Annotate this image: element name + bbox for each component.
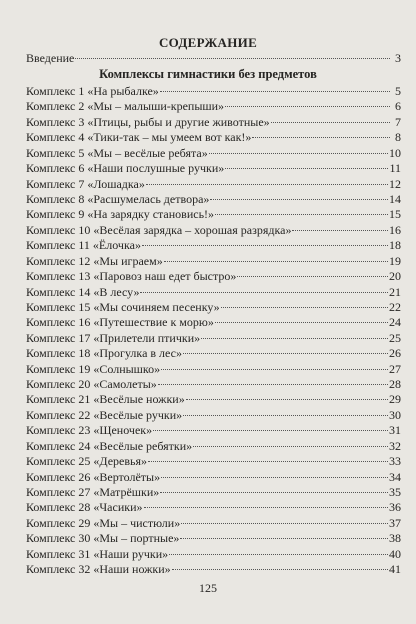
toc-entry [26,346,401,361]
dot-leader [161,369,388,370]
toc-entry [26,300,401,315]
toc-entry [26,516,401,531]
toc-entry-label: Комплекс 26 «Вертолёты» [26,469,161,484]
dot-leader [161,477,388,478]
toc-entry-label: Комплекс 12 «Мы играем» [26,253,163,268]
toc-entry-page: 25 [389,330,401,345]
toc-entry-label: Комплекс 14 «В лесу» [26,284,140,299]
toc-entry-page: 37 [389,515,401,530]
dot-leader [181,523,388,524]
toc-entry [26,392,401,407]
toc-entry [26,177,401,192]
dot-leader [209,153,388,154]
toc-entry-page: 18 [389,238,401,253]
dot-leader [75,58,390,59]
page-title: СОДЕРЖАНИЕ [158,35,258,50]
toc-entry-label: Комплекс 29 «Мы – чистюли» [26,515,181,530]
toc-entry-label: Комплекс 15 «Мы сочиняем песенку» [26,299,220,314]
dot-leader [142,245,388,246]
toc-entry-label: Комплекс 5 «Мы – весёлые ребята» [26,145,208,160]
toc-entry-page: 28 [389,377,401,391]
toc-entry-label: Комплекс 2 «Мы – малыши-крепыши» [26,99,225,114]
toc-entry [26,285,401,300]
dot-leader [144,507,389,508]
dot-leader [183,415,388,416]
toc-entry-page: 41 [389,562,401,576]
toc-entry-page: 20 [389,269,401,283]
toc-entry-page: 33 [389,454,401,469]
toc-entry [26,130,401,145]
toc-entry-page: 10 [389,145,401,160]
toc-entry [26,161,401,176]
toc-entry-page: 22 [389,299,401,314]
dot-leader [221,307,388,308]
section-title: Комплексы гимнастики без предметов [99,67,317,81]
dot-leader [172,569,388,570]
toc-entry-label: Комплекс 9 «На зарядку становись!» [26,207,215,222]
toc-entry-page: 40 [389,546,401,561]
dot-leader [225,168,388,169]
dot-leader [148,461,388,462]
dot-leader [237,276,388,277]
toc-entry [26,254,401,269]
toc-entry-label: Комплекс 24 «Весёлые ребятки» [26,438,193,453]
toc-entry [26,547,401,562]
dot-leader [225,106,390,107]
toc-entry-label: Комплекс 1 «На рыбалке» [26,84,159,98]
toc-entry [26,238,401,253]
toc-entry-label: Комплекс 25 «Деревья» [26,454,148,469]
dot-leader [186,399,388,400]
toc-entry-label: Комплекс 20 «Самолеты» [26,377,157,391]
dot-leader [180,538,388,539]
toc-entry [26,146,401,161]
toc-entry-page: 11 [389,161,401,176]
toc-entry-label: Комплекс 4 «Тики-так – мы умеем вот как!» [26,130,252,145]
dot-leader [169,554,388,555]
toc-entry [26,207,401,222]
toc-entry-page: 14 [389,191,401,206]
toc-entry-page: 31 [389,423,401,438]
toc-entry-page: 15 [389,207,401,222]
toc-entry-page: 16 [389,222,401,237]
toc-entry [26,500,401,515]
toc-entry-label: Комплекс 11 «Ёлочка» [26,238,141,253]
dot-leader [292,230,388,231]
dot-leader [193,446,388,447]
toc-entry [26,331,401,346]
toc-entry-page: 26 [389,346,401,361]
toc-entry-page: 34 [389,469,401,484]
toc-entry-label: Комплекс 31 «Наши ручки» [26,546,169,561]
toc-entry [26,115,401,130]
toc-entry-label: Комплекс 8 «Расшумелась детвора» [26,191,210,206]
toc-entry [26,454,401,469]
toc-entry-label: Комплекс 3 «Птицы, рыбы и другие животные» [26,114,270,129]
toc-entry [26,99,401,114]
toc-entry-label: Комплекс 32 «Наши ножки» [26,562,171,576]
dot-leader [158,384,388,385]
toc-entry [26,223,401,238]
dot-leader [252,137,390,138]
toc-entry-page: 12 [389,176,401,191]
toc-entry-page: 7 [395,114,401,129]
toc-entry [26,562,401,577]
dot-leader [160,91,390,92]
toc-entry-page: 36 [389,500,401,515]
toc-entry-label: Комплекс 30 «Мы – портные» [26,531,180,546]
toc-entry-label: Комплекс 17 «Прилетели птички» [26,330,201,345]
toc-entry-page: 30 [389,407,401,422]
dot-leader [164,261,388,262]
dot-leader [215,322,388,323]
toc-entry [26,439,401,454]
toc-entry-page: 8 [395,130,401,145]
toc-entry-label: Комплекс 28 «Часики» [26,500,143,515]
toc-entry-page: 27 [389,361,401,376]
toc-entry-label: Комплекс 16 «Путешествие к морю» [26,315,214,330]
toc-entry-label: Комплекс 6 «Наши послушные ручки» [26,161,225,176]
toc-entry-page: 38 [389,531,401,546]
dot-leader [210,199,388,200]
toc-entry-page: 5 [395,84,401,98]
toc-entry-label: Комплекс 23 «Щеночек» [26,423,153,438]
toc-entry-page: 6 [395,99,401,114]
toc-entry-page: 3 [395,51,401,65]
dot-leader [201,338,388,339]
dot-leader [146,184,388,185]
dot-leader [153,430,388,431]
dot-leader [271,122,390,123]
dot-leader [215,214,388,215]
toc-entry [26,485,401,500]
toc-entry [26,315,401,330]
toc-entry-label: Комплекс 27 «Матрёшки» [26,484,160,499]
toc-entry [26,531,401,546]
toc-entry-label: Комплекс 13 «Паровоз наш едет быстро» [26,269,237,283]
toc-entry-label: Комплекс 18 «Прогулка в лес» [26,346,182,361]
toc-entry-label: Комплекс 22 «Весёлые ручки» [26,407,183,422]
toc-entry [26,470,401,485]
toc-entry-page: 35 [389,484,401,499]
toc-entry-page: 32 [389,438,401,453]
toc-entry [26,362,401,377]
toc-entry-page: 21 [389,284,401,299]
toc-entry-page: 29 [389,392,401,407]
toc-entry [26,377,401,392]
dot-leader [160,492,388,493]
page-number: 125 [199,581,217,595]
toc-entry [26,408,401,423]
toc-entry [26,84,401,99]
toc-entry-page: 19 [389,253,401,268]
toc-entry-label: Введение [26,51,75,65]
toc-entry-label: Комплекс 7 «Лошадка» [26,176,145,191]
toc-entry-label: Комплекс 19 «Солнышко» [26,361,161,376]
toc-entry-intro [26,51,401,66]
toc-entry-label: Комплекс 10 «Весёлая зарядка – хорошая разрядка» [26,222,292,237]
toc-entry [26,192,401,207]
toc-entry [26,269,401,284]
toc-entry-page: 24 [389,315,401,330]
toc-entry [26,423,401,438]
dot-leader [183,353,388,354]
dot-leader [140,292,388,293]
toc-entry-label: Комплекс 21 «Весёлые ножки» [26,392,185,407]
